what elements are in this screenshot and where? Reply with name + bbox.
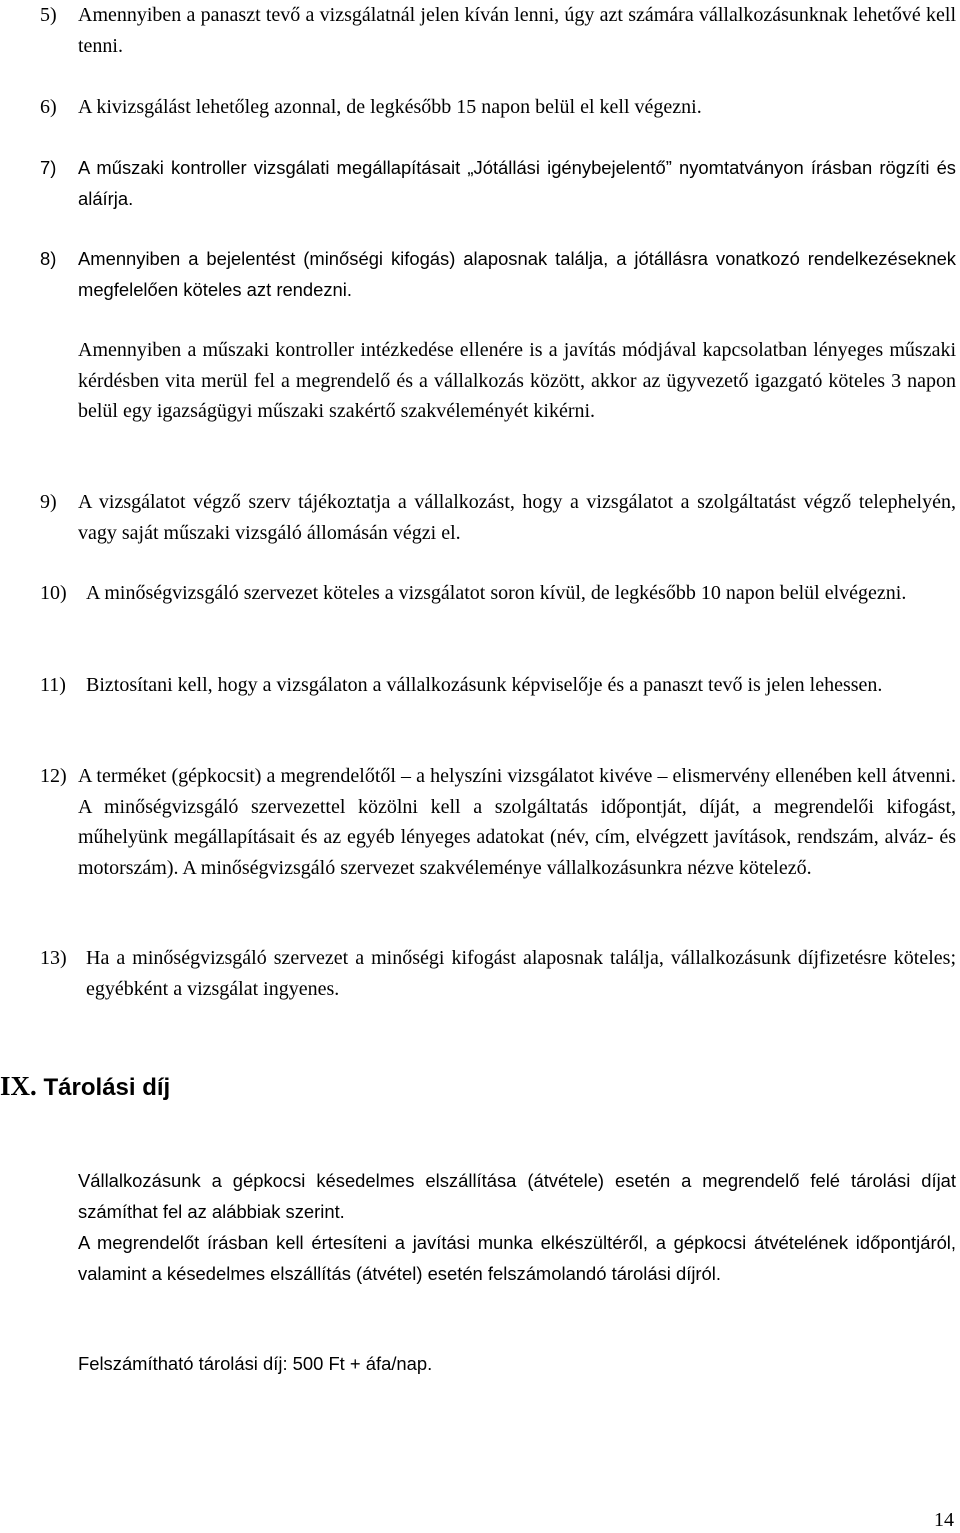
list-item-number: 5) [40, 4, 57, 26]
list-item-number: 6) [40, 96, 57, 118]
list-item-text: A terméket (gépkocsit) a megrendelőtől – a helyszíni vizsgálatot kivéve – elismervény ellenében kell átvenni. A minőségvizsgáló szervezettel közölni kell a szolgáltatás időpontját, díját, a megrendelői kifogást, műhelyünk megállapításait és az egyéb lényeges adatokat (név, cím, elvégzett javítások, rendszám, alváz- és motorszám). A minőségvizsgáló szervezet szakvéleménye vállalkozásunkra nézve kötelező. [78, 765, 956, 879]
list-item-text: A kivizsgálást lehetőleg azonnal, de legkésőbb 15 napon belül el kell végezni. [78, 96, 702, 118]
list-item-10 [40, 578, 956, 609]
list-item-text: Amennyiben a bejelentést (minőségi kifogás) alaposnak találja, a jótállásra vonatkozó rendelkezéseknek megfelelően köteles azt rendezni. [78, 248, 956, 300]
list-item-9 [40, 487, 956, 548]
section-heading [0, 1068, 170, 1106]
section-title: Tárolási díj [43, 1074, 171, 1101]
list-item-text: Ha a minőségvizsgáló szervezet a minőségi kifogást alaposnak találja, vállalkozásunk díjfizetésre köteles; egyébként a vizsgálat ingyenes. [86, 947, 956, 1000]
list-item-number: 13) [40, 947, 67, 969]
list-item-text: A minőségvizsgáló szervezet köteles a vizsgálatot soron kívül, de legkésőbb 10 napon belül elvégezni. [86, 582, 907, 604]
list-item-number: 9) [40, 491, 57, 513]
section-number: IX. [0, 1071, 37, 1101]
paragraph-dispute: Amennyiben a műszaki kontroller intézkedése ellenére is a javítás módjával kapcsolatban lényeges műszaki kérdésben vita merül fel a megrendelő és a vállalkozás között, akkor az ügyvezető igazgató köteles 3 napon belül egy igazságügyi műszaki szakértő szakvéleményét kikérni. [78, 339, 956, 422]
list-item-text: Amennyiben a panaszt tevő a vizsgálatnál jelen kíván lenni, úgy azt számára vállalkozásunknak lehetővé kell tenni. [78, 4, 956, 57]
list-item-text: A vizsgálatot végző szerv tájékoztatja a vállalkozást, hogy a vizsgálatot a szolgáltatást végző telephelyén, vagy saját műszaki vizsgáló állomásán végzi el. [78, 491, 956, 544]
list-item-13 [40, 943, 956, 1004]
list-item-number: 11) [40, 674, 66, 696]
list-item-number: 10) [40, 582, 67, 604]
list-item-8 [40, 244, 956, 305]
list-item-number: 7) [40, 157, 57, 178]
list-item-6 [40, 92, 956, 123]
section-paragraph-2: A megrendelőt írásban kell értesíteni a javítási munka elkészültéről, a gépkocsi átvételének időpontjáról, valamint a késedelmes elszállítás (átvétel) esetén felszámolandó tárolási díjról. [78, 1232, 956, 1284]
list-item-text: A műszaki kontroller vizsgálati megállapításait „Jótállási igénybejelentő” nyomtatványon írásban rögzíti és aláírja. [78, 157, 956, 209]
section-paragraph-1: Vállalkozásunk a gépkocsi késedelmes elszállítása (átvétele) esetén a megrendelő felé tárolási díjat számíthat fel az alábbiak szerint. [78, 1170, 956, 1222]
storage-fee-value: : 500 Ft + áfa/nap. [282, 1353, 433, 1374]
storage-fee-line [78, 1349, 432, 1379]
storage-fee-label: Felszámítható tárolási díj [78, 1353, 283, 1374]
list-item-5 [40, 0, 956, 61]
list-item-12 [40, 761, 956, 883]
list-item-number: 12) [40, 765, 67, 787]
list-item-11 [40, 670, 956, 701]
list-item-text: Biztosítani kell, hogy a vizsgálaton a vállalkozásunk képviselője és a panaszt tevő is jelen lehessen. [86, 674, 883, 696]
list-item-7 [40, 153, 956, 214]
page-number: 14 [934, 1509, 954, 1531]
list-item-number: 8) [40, 248, 57, 269]
